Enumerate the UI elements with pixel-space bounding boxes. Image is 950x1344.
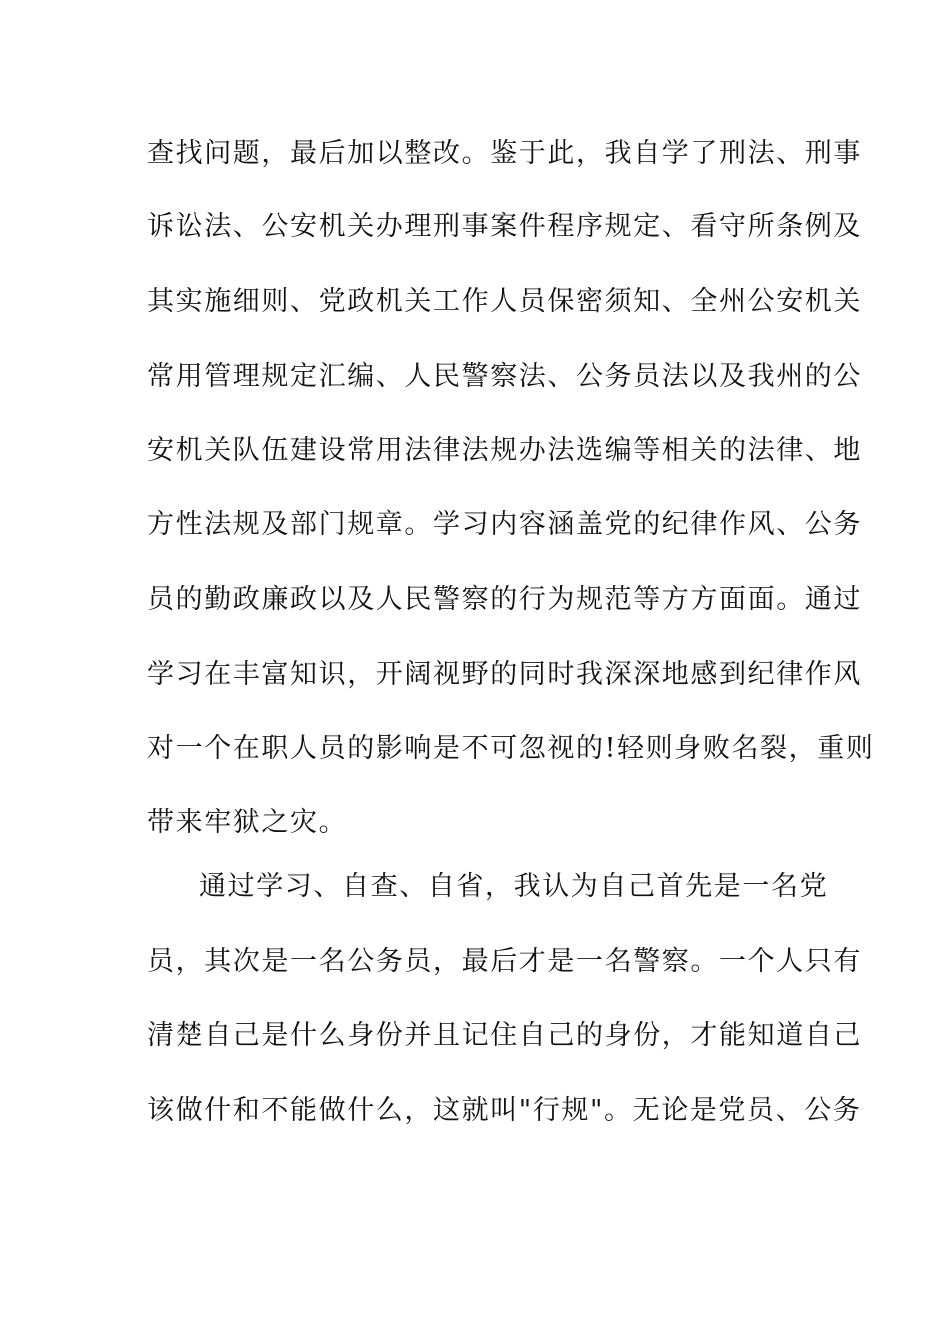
text-line: 对一个在职人员的影响是不可忽视的!轻则身败名裂，重则 [147,733,875,764]
text-line-indented: 通过学习、自查、自省，我认为自己首先是一名党 [199,871,829,902]
text-line: 其实施细则、党政机关工作人员保密须知、全州公安机关 [147,286,862,317]
text-line: 清楚自己是什么身份并且记住自己的身份，才能知道自己 [147,1020,862,1051]
text-line: 方性法规及部门规章。学习内容涵盖党的纪律作风、公务 [147,509,862,540]
text-line: 常用管理规定汇编、人民警察法、公务员法以及我州的公 [147,361,862,392]
text-line: 该做什和不能做什么，这就叫"行规"。无论是党员、公务 [147,1095,862,1126]
text-line: 带来牢狱之灾。 [147,807,348,838]
text-line: 诉讼法、公安机关办理刑事案件程序规定、看守所条例及 [147,211,862,242]
text-line: 安机关队伍建设常用法律法规办法选编等相关的法律、地 [147,435,862,466]
text-line: 员，其次是一名公务员，最后才是一名警察。一个人只有 [147,946,862,977]
text-line: 员的勤政廉政以及人民警察的行为规范等方方面面。通过 [147,584,862,615]
text-line: 查找问题，最后加以整改。鉴于此，我自学了刑法、刑事 [147,138,862,169]
text-line: 学习在丰富知识，开阔视野的同时我深深地感到纪律作风 [147,659,862,690]
